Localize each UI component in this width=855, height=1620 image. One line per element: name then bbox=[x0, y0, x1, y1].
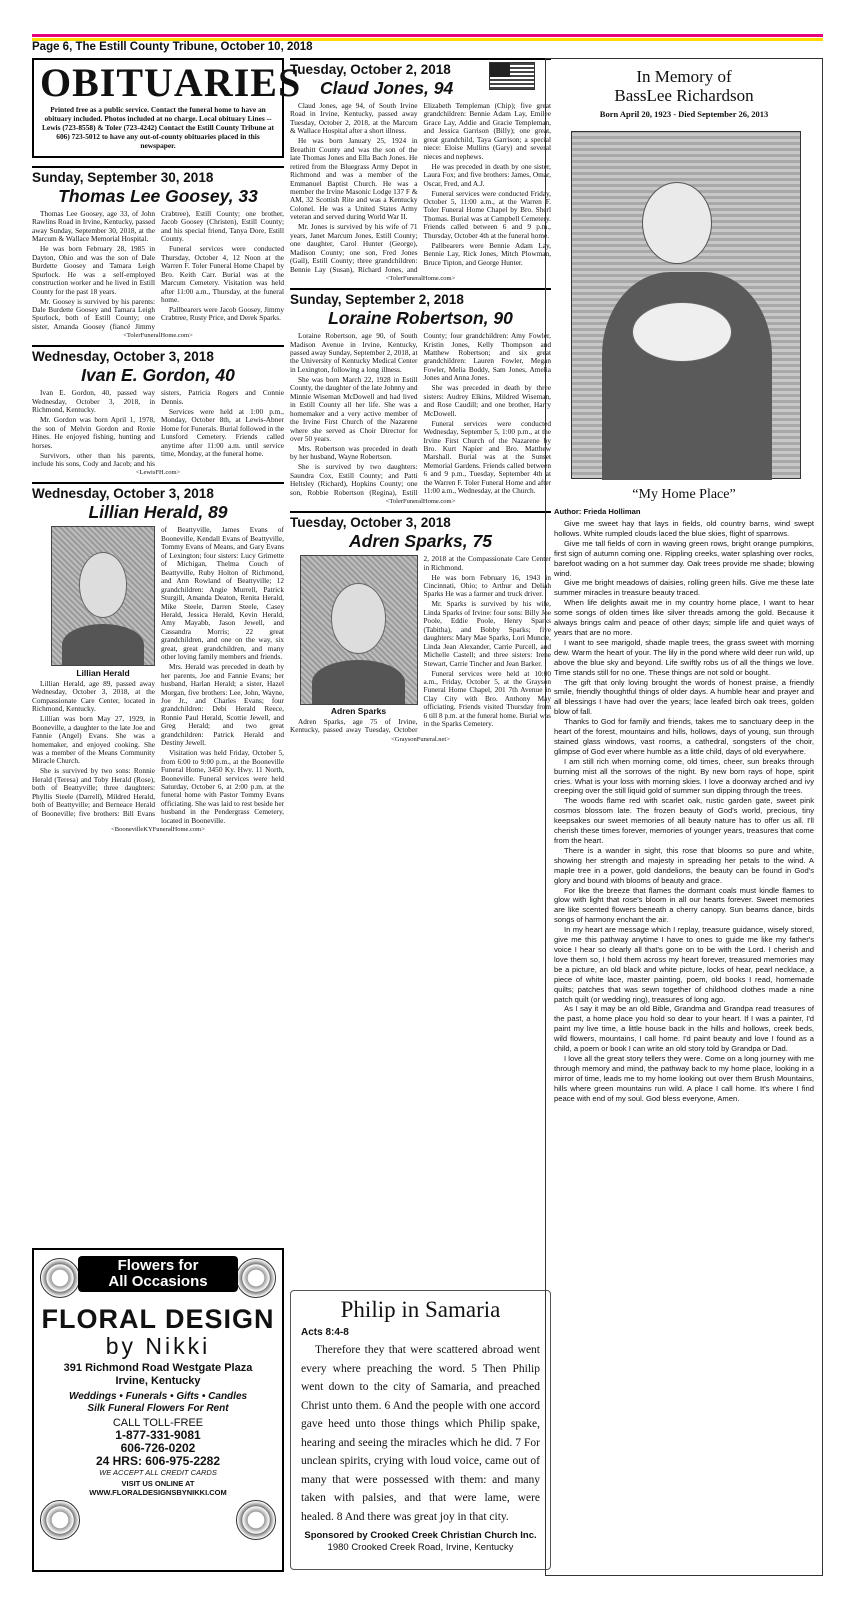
obit-name: Lillian Herald, 89 bbox=[88, 502, 228, 523]
obit-paragraph: Funeral services were conducted Thursday, October 4, 12 Noon at the Warren F. Toler Funeral Home Chapel by Bro. Keith Carr. Burial was at the Marcum Cemetery. Visitation was held after 11:00 a.m., Thursday, at the funeral home. bbox=[161, 244, 284, 305]
poem-stanza: I love all the great story tellers they were. Come on a long journey with me through memory and mind, the pathway back to my home place, looking in a mirror of time, leads me to my home looking out over them Brush Mountains, hills where green mountains run wild. A place I call home. It's where I find peace with end of my soul. God bless everyone, Amen. bbox=[554, 1053, 814, 1103]
ad-city: Irvine, Kentucky bbox=[115, 1375, 201, 1387]
obit-paragraph: She is survived by two daughters: Saundra Cox, Estill County; and Patti Heltsley (Richard), Hopkins County; one son, Robbie Robertson (Regina), Estill County; four grandchildren: Amy Fowler, Kristin Jones, Kelly Thompson and Matthew Robertson; and six great grandchildren: Lauren Fowler, Megan Fowler, Melia Boddy, Sam Jones, Amelia Jones and Anna Jones. bbox=[290, 331, 551, 497]
obit-paragraph: Mrs. Herald was preceded in death by her parents, Joe and Fannie Evans; her husband, Harlan Herald; a sister, Hazel Morgan, five brothers: Lee, John, Wayne, Joe Jr., and Charles Evans; four grandchildren: Debi Herald Reece, Ronnie Paul Herald, Scottie Jewell, and Greg Herald; and two great grandchildren: Patrick Herald and Destiny Jewell. bbox=[161, 662, 284, 748]
obit-body bbox=[290, 332, 551, 497]
obit-paragraph: Funeral services were held at 10:00 a.m., Friday, October 5, at the Grayson Funeral Home Chapel, 201 7th Avenue in Clay City with Bro. Anthony May officiating. Friends visited Thursday from 6 till 8 p.m. at the funeral home. Burial was in the Sparks Cemetery. bbox=[423, 668, 551, 729]
obit-paragraph: Mr. Jones is survived by his wife of 71 years, Janet Marcum Jones, Estill County; one daughter, Carol Hunter (George), Madison County; one son, Fred Jones (Gail), Estill County; three grandchildren: Bennie Lay (Susan), Richard Jones, and Elizabeth Templeman (Chip); five great grandchildren: Bennie Adam Lay, Emilee Grace Lay, Addie and Gracie Templeman, and Jessica Garrison (Billy); one great, great grandchild, Taya Garrison; a special niece: Eloise Mullins (Gary) and several nieces and nephews. bbox=[290, 101, 551, 274]
obit-paragraph: He was preceded in death by one sister, Laura Fox; and five brothers: James, Omar, Oscar, Fred, and A.J. bbox=[423, 161, 551, 188]
ad-visit-label: VISIT US ONLINE AT bbox=[121, 1479, 195, 1488]
obit-paragraph: Mr. Sparks is survived by his wife, Linda Sparks of Irvine: four sons: Billy Joe Poole, Eddie Poole, Henry Sparks (Tabitha), and Bobby Sparks; five daughters: Mary Mae Sparks, Lori Muncie, Linda Jean Alexander, Carrie Purcell, and Michelle Castell; and three sisters: Irene Stewart, Carrie Tincher and Jean Barker. bbox=[423, 599, 551, 668]
memoriam-dates: Born April 20, 1923 - Died September 26, 2013 bbox=[599, 109, 769, 119]
obit-date: Tuesday, October 3, 2018 bbox=[290, 515, 451, 531]
obit-paragraph: He was born February 28, 1985 in Dayton, Ohio and was the son of Dale Burdette Goosey and Tamara Leigh Spurlock. He was a self-employed construction worker and he lived in Estill County for the past 18 years. bbox=[32, 244, 155, 296]
obituaries-info: Printed free as a public service. Contact the funeral home to have an obituary included. Photos included at no charge. Local obituary Lines -- Lewis (723-8558) & Toler (723-4242) Contact the Estill County Tribune at 606) 723-5012 to have any out-of-county obituaries placed in this newspaper. bbox=[42, 105, 274, 150]
obit-paragraph: Claud Jones, age 94, of South Irvine Road in Irvine, Kentucky, passed away Tuesday, October 2, 2018, at the Marcum & Wallace Hospital after a short illness. bbox=[290, 101, 418, 136]
photo-caption: Lillian Herald bbox=[76, 668, 130, 679]
obit-date: Tuesday, October 2, 2018 bbox=[290, 62, 451, 77]
ad-rent: Silk Funeral Flowers For Rent bbox=[87, 1403, 229, 1414]
american-flag-icon bbox=[489, 62, 535, 90]
memoriam-box bbox=[545, 58, 823, 1576]
obit-body bbox=[32, 210, 284, 331]
ad-business-name: FLORAL DESIGN bbox=[41, 1304, 275, 1334]
obit-paragraph: Pallbearers were Jacob Goosey, Jimmy Crabtree, Rusty Price, and Derek Sparks. bbox=[161, 304, 284, 323]
poem-stanza: When life delights await me in my country home place, I want to hear some songs of olden times like silver threads among the gold. Because it always brings calm and peace of other days; simple life and quiet ways of years that are no more. bbox=[554, 598, 814, 637]
ad-24hr-number: 24 HRS: 606-975-2282 bbox=[95, 1454, 221, 1468]
memoriam-title-line2: BassLee Richardson bbox=[614, 86, 754, 105]
poem-title: “My Home Place” bbox=[632, 487, 736, 502]
ad-credit-cards: WE ACCEPT ALL CREDIT CARDS bbox=[99, 1468, 217, 1477]
obit-paragraph: Funeral services were conducted Wednesday, September 5, 1:00 p.m., at the Irvine First Church of the Nazarene by Bro. Kurt Napier and Bro. Matthew Marshall. Burial was at the Sunset Memorial Gardens. Friends called between 6 and 9 p.m., Tuesday, September 4th at the Warren F. Toler Funeral Home and after 11:00 a.m., Wednesday, at the Church. bbox=[423, 418, 551, 496]
obit-paragraph: Ivan E. Gordon, 40, passed way Wednesday, October 3, 2018, in Richmond, Kentucky. bbox=[32, 388, 155, 415]
scripture-reference: Acts 8:4-8 bbox=[301, 1327, 349, 1338]
scripture-text: Therefore they that were scattered abroad went every where preaching the word. 5 Then Philip went down to the city of Samaria, and preached Christ unto them. 6 And the people with one accord gave heed unto those things which Philip spake, hearing and seeing the miracles which he did. 7 For unclean spirits, crying with loud voice, came out of many that were possessed with them: and many taken with palsies, and that were lame, were healed. 8 And there was great joy in that city. bbox=[301, 1344, 540, 1523]
poem-stanza: In my heart are message which I replay, treasure guidance, wisely stored, give me this pathway anytime I have to ones to guide me like my father's voice I hear so clearly all that's gone on to be with the Lord. I cherish and love them so, I hold them across my heart forever, treasured memories may be a picture, an old black and white picture, locks of hear, pearl necklace, a piece of white lace, master painting, poem, old books I read, homemade quilts; patches that was sewn together of childhood clothes made a nine patch quilt (or wedding ring), treasures of long ago. bbox=[554, 925, 814, 1004]
scripture-sponsor: Sponsored by Crooked Creek Christian Church Inc. bbox=[304, 1530, 537, 1541]
poem-stanza: As I say it may be an old Bible, Grandma and Grandpa read treasures of the past, a home place you hold so dear to your heart. If I was a painter, I'd paint my live time, a little house back in the hills and hollows, creek beds, wild flowers, mountains, I call home. I'd paint beauty and love I found as a child, a poem or book I can write an old story told by Grandpa or Dad. bbox=[554, 1004, 814, 1054]
obit-paragraph: Services were held at 1:00 p.m., Monday, October 8th, at Lewis-Abner Home for Funerals. Burial followed in the Lunsford Cemetery. Friends called anytime after 11:00 a.m. until service time, Monday, at the funeral home. bbox=[161, 406, 285, 459]
photo-caption: Adren Sparks bbox=[330, 706, 387, 717]
ad-ribbon bbox=[78, 1256, 238, 1292]
obituaries-title: OBITUARIES bbox=[40, 60, 302, 105]
obituaries-masthead bbox=[32, 58, 302, 158]
poem-stanza: The woods flame red with scarlet oak, rustic garden gate, sweet pink cosmos blossom late. The frozen beauty of God's world, precious, tiny keepsakes our sweet memories of all beauty nature has to offer us all. I'll cherish these times forever, memories of younger years, treasures that come from the heart. bbox=[554, 796, 814, 845]
obit-goosey bbox=[32, 166, 284, 339]
obit-jones bbox=[290, 58, 551, 282]
poem-stanza: The gift that only loving brought the words of honest praise, a friendly smile, friendly thoughtful things of older days. A humble hear and prayer and all blessings I have had over the years; lace leafed birch oak trees, golden blow of fall. bbox=[554, 677, 814, 717]
poem-stanza: Give me tall fields of corn in waving green rows, bright orange pumpkins, first sign of autumn coming one. Rippling creeks, water splashing over rocks, barefoot wading on a hot summer day. Oak trees provide me shade; blowing wind. bbox=[554, 538, 814, 578]
scripture-title: Philip in Samaria bbox=[340, 1297, 501, 1322]
obit-body bbox=[290, 555, 551, 734]
memoriam-photo bbox=[571, 131, 801, 479]
page-header: Page 6, The Estill County Tribune, October 10, 2018 bbox=[32, 41, 313, 53]
obit-paragraph: Funeral services were conducted Friday, October 5, 11:00 a.m., at the Warren F. Toler Funeral Home Chapel by Bro. Sherl Thomas. Burial was at Campbell Cemetery. Friends called between 6 and 9 p.m., Thursday, October 4th at the funeral home. bbox=[423, 188, 551, 240]
obit-credit: <TolerFuneralHome.com> bbox=[123, 332, 193, 340]
obit-credit: <GraysonFuneral.net> bbox=[391, 735, 450, 743]
ad-services: Weddings • Funerals • Gifts • Candles bbox=[68, 1391, 248, 1402]
obit-name: Loraine Robertson, 90 bbox=[328, 308, 513, 329]
obit-date: Sunday, September 2, 2018 bbox=[290, 292, 464, 308]
obit-date: Sunday, September 30, 2018 bbox=[32, 170, 214, 185]
obit-body bbox=[32, 389, 284, 468]
poem-stanza: There is a wander in sight, this rose that blooms so pure and white, showing her strength and majesty in spreading her petals to the wind. A maple tree in a power, gold dandelions, the beauty can be found in God's glory and bound with blooms of beauty and grace. bbox=[554, 845, 814, 885]
obit-herald bbox=[32, 482, 284, 833]
obit-paragraph: He was born February 16, 1943 in Cincinnati, Ohio; to Arthur and Deliah Sparks He was a farmer and truck driver. bbox=[423, 572, 551, 599]
memoriam-title bbox=[546, 67, 822, 105]
poem-stanza: Give me sweet hay that lays in fields, old country barns, wind swept hollows. White rumpled clouds laced the blue skies, flight of sparrows. bbox=[554, 519, 814, 538]
portrait-shoulders bbox=[62, 624, 144, 665]
lillian-herald-photo bbox=[51, 526, 155, 666]
ad-website: WWW.FLORALDESIGNSBYNIKKI.COM bbox=[89, 1488, 227, 1497]
obit-paragraph: She is survived by two sons: Ronnie Herald (Teresa) and Toby Herald (Rose), both of Beattyville; three daughters: Phyllis Steele (Darrell), Mildred Herald, both of Beattyville; and Berneace Herald of Booneville; five brothers: Bill Evans of Beattyville, James Evans of Booneville, Kendall Evans of Beattyville, Tommy Evans of Means, and Gary Evans of Lexington; four sisters: Lucy Grimette of Michigan, Thelma Couch of Beattyville, Ruby Holton of Richmond, and Ann Rowland of Beattyville; 12 grandchildren: Angie Murrell, Patrick Sturgill, Amanda Deaton, Renita Herald, Mike Steele, Darren Steele, Casey Herald, Jessica Herald, Kevin Herald, Amy Mayabb, Jason Jewell, and Cassandra Morris; 22 great grandchildren, and one on the way, six great, great grandchildren, and many other loving family members and friends. bbox=[32, 525, 284, 818]
rose-icon bbox=[236, 1258, 276, 1298]
obit-paragraph: He was born January 25, 1924 in Breathitt County and was the son of the late Thomas Jones and Ella Bach Jones. He retired from the Bluegrass Army Depot in Richmond and was a member of the Emmanuel Baptist Church. He was a member the Irvine Masonic Lodge 137 F & AM, 32 Scottish Rite and was a Kentucky Colonel. He was a United States Army veteran and served during World War II. bbox=[290, 136, 418, 222]
column-middle bbox=[290, 58, 551, 743]
obit-name: Claud Jones, 94 bbox=[320, 78, 454, 98]
obit-body bbox=[290, 102, 551, 274]
poem-author: Author: Frieda Holliman bbox=[554, 507, 641, 516]
ad-content bbox=[78, 1256, 238, 1292]
rose-icon bbox=[236, 1500, 276, 1540]
obit-paragraph: Mr. Gordon was born April 1, 1978, the son of Melvin Gordon and Roxie Hines. He enjoyed fishing, hunting and horses. bbox=[32, 415, 155, 450]
obit-name: Adren Sparks, 75 bbox=[349, 531, 492, 552]
ad-local-number: 606-726-0202 bbox=[120, 1441, 196, 1455]
ad-address: 391 Richmond Road Westgate Plaza bbox=[63, 1362, 253, 1374]
poem-stanza: I am still rich when morning come, old times, cheer, sun breaks through burning mist all the sorrows of the night. By new born rays of hope, spirit cries. What is your loss with morning skies. I love a doorway arched and ivy creeping over the still liquid gold of summer sun dipping through the trees. bbox=[554, 756, 814, 796]
memoriam-title-line1: In Memory of bbox=[636, 67, 732, 86]
obit-paragraph: Visitation was held Friday, October 5, from 6:00 to 9:00 p.m., at the Booneville Funeral Home, 3450 Ky. Hwy. 11 North, Booneville. Funeral services were held Saturday, October 6, at 2:00 p.m. at the funeral home with Pastor Tommy Evans officiating. She was laid to rest beside her husband in the Pendergrass Cemetery, located in Booneville. bbox=[161, 748, 284, 825]
obit-paragraph: She was born March 22, 1928 in Estill County, the daughter of the late Johnny and Minnie Wiseman McDowell and had lived in Estill County all her life. She was a homemaker and a very active member of the Irvine First Church of the Nazarene where she served as Choir Director for over 50 years. bbox=[290, 374, 418, 443]
obit-paragraph: Lillian was born May 27, 1929, in Booneville, a daughter to the late Joe and Fannie (Angel) Evans. She was a homemaker, and enjoyed cooking. She was a member of the Means Community Miracle Church. bbox=[32, 714, 155, 766]
poem-body bbox=[554, 519, 814, 1103]
ad-ribbon-line2: All Occasions bbox=[108, 1273, 208, 1290]
ad-tollfree-number: 1-877-331-9081 bbox=[115, 1428, 201, 1442]
obit-gordon bbox=[32, 345, 284, 476]
adren-sparks-photo bbox=[300, 555, 418, 705]
poem-stanza: For like the breeze that flames the dormant coals must kindle flames to glow with light that rose's bloom in all our hearts forever. Sweet memories are like scented flowers beneath a cherry canopy. Sun beams dance, birds songs of harmony enchant the air. bbox=[554, 885, 814, 925]
column-left bbox=[32, 58, 302, 834]
rose-icon bbox=[40, 1500, 80, 1540]
ad-tollfree-label: CALL TOLL-FREE bbox=[112, 1417, 204, 1429]
scripture-box bbox=[290, 1290, 551, 1570]
obit-credit: <TolerFuneralHome.com> bbox=[385, 498, 456, 506]
obit-credit: <TolerFuneralHome.com> bbox=[385, 275, 456, 283]
portrait-face bbox=[331, 583, 387, 654]
obit-paragraph: Mrs. Robertson was preceded in death by her husband, Wayne Robertson. bbox=[290, 443, 418, 462]
ad-ribbon-line1: Flowers for bbox=[117, 1257, 199, 1274]
photo-face bbox=[642, 182, 712, 264]
obit-credit: <LewisFH.com> bbox=[135, 469, 181, 477]
obit-credit: <BoonevilleKYFuneralHome.com> bbox=[111, 826, 205, 834]
obit-paragraph: Mr. Goosey is survived by his parents: Dale Burdette Goosey and Tamara Leigh Spurlock, both of Estill County; one sister, Amanda Goosey (fiancé Jimmy Crabtree), Estill County; one brother, Jacob Goosey (Christen), Estill County; and his special friend, Tanya Dore, Estill County. bbox=[32, 209, 284, 331]
obit-paragraph: Lillian Herald, age 89, passed away Wednesday, October 3, 2018, at the Compassionate Care Center, located in Richmond, Kentucky. bbox=[32, 678, 155, 714]
obit-paragraph: Loraine Robertson, age 90, of South Madison Avenue in Irvine, Kentucky, passed away Sunday, September 2, 2018, at the University of Kentucky Medical Center in Lexington, following a long illness. bbox=[290, 331, 418, 374]
obit-paragraph: Survivors, other than his parents, include his sons, Cody and Jacob; and his sisters, Patricia Rogers and Connie Dennis. bbox=[32, 388, 284, 468]
obit-paragraph: Adren Sparks, age 75 of Irvine, Kentucky, passed away Tuesday, October 2, 2018 at the Compassionate Care Center in Richmond. bbox=[290, 554, 551, 735]
rose-icon bbox=[40, 1258, 80, 1298]
floral-design-ad bbox=[32, 1248, 284, 1572]
photo-baby bbox=[632, 302, 732, 362]
obit-name: Ivan E. Gordon, 40 bbox=[81, 365, 235, 386]
ad-business-subname: by Nikki bbox=[105, 1333, 211, 1359]
portrait-face bbox=[79, 552, 128, 618]
obit-paragraph: She was preceded in death by three sisters: Audrey Elkins, Mildred Wiseman, and Rose Caudill; and one brother, Harry McDowell. bbox=[423, 383, 551, 418]
poem-stanza: Thanks to God for family and friends, takes me to sanctuary deep in the heart of the forest, mountains and hills, hollows, days of young, sun through stained glass windows, vast rooms, a cathedral, songsters of the choir, glimpse of God ever where humble as a little child, days of old everywhere. bbox=[554, 717, 814, 756]
obit-paragraph: Thomas Lee Goosey, age 33, of John Rawlins Road in Irvine, Kentucky, passed away Sunday, September 30, 2018, at the Marcum & Wallace Memorial Hospital. bbox=[32, 209, 155, 244]
obit-robertson bbox=[290, 288, 551, 505]
obit-paragraph: Pallbearers were Bennie Adam Lay, Bennie Lay, Rick Jones, Mitch Plowman, Bruce Tipton, and George Hunter. bbox=[423, 240, 551, 267]
portrait-shoulders bbox=[312, 660, 405, 704]
obit-date: Wednesday, October 3, 2018 bbox=[32, 349, 214, 365]
obit-sparks bbox=[290, 511, 551, 742]
ad-text bbox=[38, 1300, 278, 1497]
obit-date: Wednesday, October 3, 2018 bbox=[32, 486, 214, 502]
poem-stanza: I want to see marigold, shade maple trees, the grass sweet with morning dew. Warm the heart of your. The lily in the pond where wild deer run wild, up above the blue sky and beyond. Life swiftly robs us of all the things we love. Time stands still for no one. These things are not sold or bought. bbox=[554, 637, 814, 677]
obit-body bbox=[32, 526, 284, 825]
scripture-address: 1980 Crooked Creek Road, Irvine, Kentucky bbox=[327, 1542, 514, 1553]
magenta-bar bbox=[32, 34, 823, 37]
poem-stanza: Give me bright meadows of daisies, rolling green hills. Give me these late summer miracles in treasure beauty traced. bbox=[554, 578, 814, 598]
obit-name: Thomas Lee Goosey, 33 bbox=[58, 186, 258, 206]
